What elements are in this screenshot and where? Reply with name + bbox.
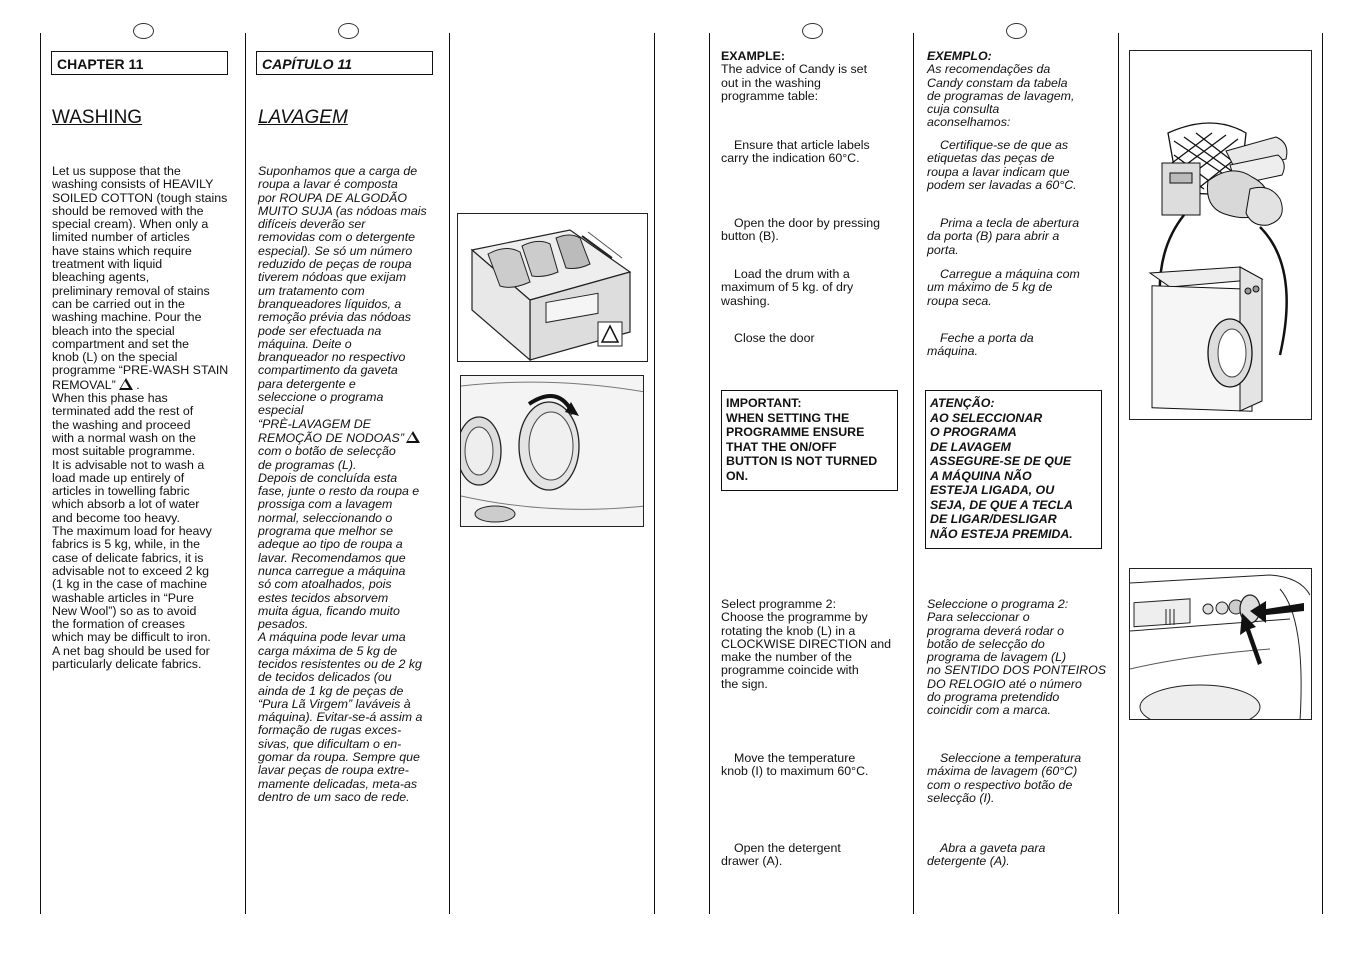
detergent-drawer-illustration — [457, 213, 648, 362]
column-rule — [1118, 33, 1119, 914]
laundry-loading-illustration — [1129, 50, 1312, 420]
instruction-step-2: Open the door by pressing button (B). — [721, 216, 881, 244]
column-rule — [913, 33, 914, 914]
instruction-step-6: Seleccione a temperatura máxima de lavagem (60°C) com o respectivo botão de selecção (I). — [927, 751, 1082, 805]
body-text — [258, 165, 448, 804]
instruction-step-4: Feche a porta da máquina. — [927, 331, 1034, 359]
column-rule — [40, 33, 41, 914]
body-text-part1: Let us suppose that the washing consists of HEAVILY SOILED COTTON (tough stains should be removed with the special cream). When only a limited number of articles have stains which require treatment with liquid bleaching agents, preliminary removal of stains can be carried out in the washing machine. Pour the bleach into the special compartment and set the knob (L) on the special programme “PRE-WASH STAIN REMOVAL” — [52, 164, 229, 392]
section-heading: LAVAGEM — [258, 107, 348, 128]
body-text-tail: . — [132, 377, 140, 392]
program-knob-illustration — [460, 375, 644, 527]
example-label: EXAMPLE: — [721, 49, 786, 63]
instruction-step-5: Seleccione o programa 2: Para seleccionar o programa deverá rodar o botão de selecção do programa de lavagem (L) no SENTIDO DOS PONTEIROS DO RELOGIO até o número do programa pretendido coincidir com a marca. — [927, 597, 1107, 718]
important-notice-box: IMPORTANT: WHEN SETTING THE PROGRAMME ENSURE THAT THE ON/OFF BUTTON IS NOT TURNED ON. — [721, 390, 898, 491]
language-flag-icon — [133, 23, 154, 39]
section-heading: WASHING — [52, 107, 143, 128]
language-flag-icon — [1006, 23, 1027, 39]
instruction-step-3: Carregue a máquina com um máximo de 5 kg de roupa seca. — [927, 267, 1080, 308]
instruction-step-7: Abra a gaveta para detergente (A). — [927, 841, 1046, 869]
chapter-title: CHAPTER 11 — [51, 51, 228, 75]
example-text — [927, 50, 1115, 130]
language-flag-icon — [802, 23, 823, 39]
language-flag-icon — [338, 23, 359, 39]
column-rule — [245, 33, 246, 914]
column-rule — [1322, 33, 1323, 914]
control-panel-illustration — [1129, 568, 1312, 720]
column-rule — [449, 33, 450, 914]
body-text-part1: Suponhamos que a carga de roupa a lavar é composta por ROUPA DE ALGODÃO MUITO SUJA (as nódoas mais difíceis deverão ser removidas com o detergente especial). Se só um número reduzido de peças de roupa tiverem nódoas que exijam um tratamento com branqueadores líquidos, a remoção prévia das nódoas pode ser efectuada na máquina. Deite o branqueador no respectivo compartimento da gaveta para detergente e seleccione o programa especial “PRÈ-LAVAGEM DE REMOÇÃO DE NODOAS” — [258, 164, 427, 445]
example-text — [721, 50, 909, 103]
instruction-step-1: Certifique-se de que as etiquetas das peças de roupa a lavar indicam que podem ser lavadas a 60°C. — [927, 138, 1077, 192]
column-rule — [709, 33, 710, 914]
instruction-step-7: Open the detergent drawer (A). — [721, 841, 841, 869]
body-text-part2: com o botão de selecção de programas (L). Depois de concluída esta fase, junte o resto da roupa e prossiga com a lavagem normal, seleccionando o programa que melhor se adeque ao tipo de roupa a lavar. Recomendamos que nunca carregue a máquina só com atoalhados, pois estes tecidos absorvem muita água, ficando muito pesados. A máquina pode levar uma carga máxima de 5 kg de tecidos resistentes ou de 2 kg de tecidos delicados (ou ainda de 1 kg de peças de “Pura Lã Virgem” laváveis à máquina). Evitar-se-á assim a formação de rugas exces- sivas, que dificultam o en- gomar da roupa. Sempre que lavar peças de roupa extre- mamente delicadas, meta-as dentro de um saco de rede. — [258, 444, 423, 804]
chapter-title: CAPÍTULO 11 — [256, 51, 433, 75]
warning-triangle-icon — [406, 431, 420, 443]
instruction-step-1: Ensure that article labels carry the indication 60°C. — [721, 138, 870, 166]
example-label: EXEMPLO: — [927, 49, 992, 63]
instruction-step-3: Load the drum with a maximum of 5 kg. of dry washing. — [721, 267, 854, 308]
instruction-step-4: Close the door — [734, 331, 815, 345]
example-body: The advice of Candy is set out in the washing programme table: — [721, 62, 868, 103]
body-text-part2: When this phase has terminated add the rest of the washing and proceed with a normal wash on the most suitable programme. It is advisable not to wash a load made up entirely of articles in towelling fabric which absorb a lot of water and become too heavy. The maximum load for heavy fabrics is 5 kg, while, in the case of delicate fabrics, it is advisable not to exceed 2 kg (1 kg in the case of machine washable articles in “Pure New Wool”) so as to avoid the formation of creases which may be difficult to iron. A net bag should be used for particularly delicate fabrics. — [52, 391, 212, 671]
instruction-step-2: Prima a tecla de abertura da porta (B) para abrir a porta. — [927, 216, 1080, 257]
column-rule — [654, 33, 655, 914]
instruction-step-6: Move the temperature knob (I) to maximum 60°C. — [721, 751, 869, 779]
warning-triangle-icon — [119, 378, 133, 390]
instruction-step-5: Select programme 2: Choose the programme by rotating the knob (L) in a CLOCKWISE DIRECTION and make the number of the programme coincide with the sign. — [721, 597, 892, 691]
body-text — [52, 165, 242, 671]
important-notice-box: ATENÇÃO: AO SELECCIONAR O PROGRAMA DE LAVAGEM ASSEGURE-SE DE QUE A MÁQUINA NÃO ESTEJA LIGADA, OU SEJA, DE QUE A TECLA DE LIGAR/DESLIGAR NÃO ESTEJA PREMIDA. — [925, 390, 1102, 549]
example-body: As recomendações da Candy constam da tabela de programas de lavagem, cuja consulta aconselhamos: — [927, 62, 1075, 130]
